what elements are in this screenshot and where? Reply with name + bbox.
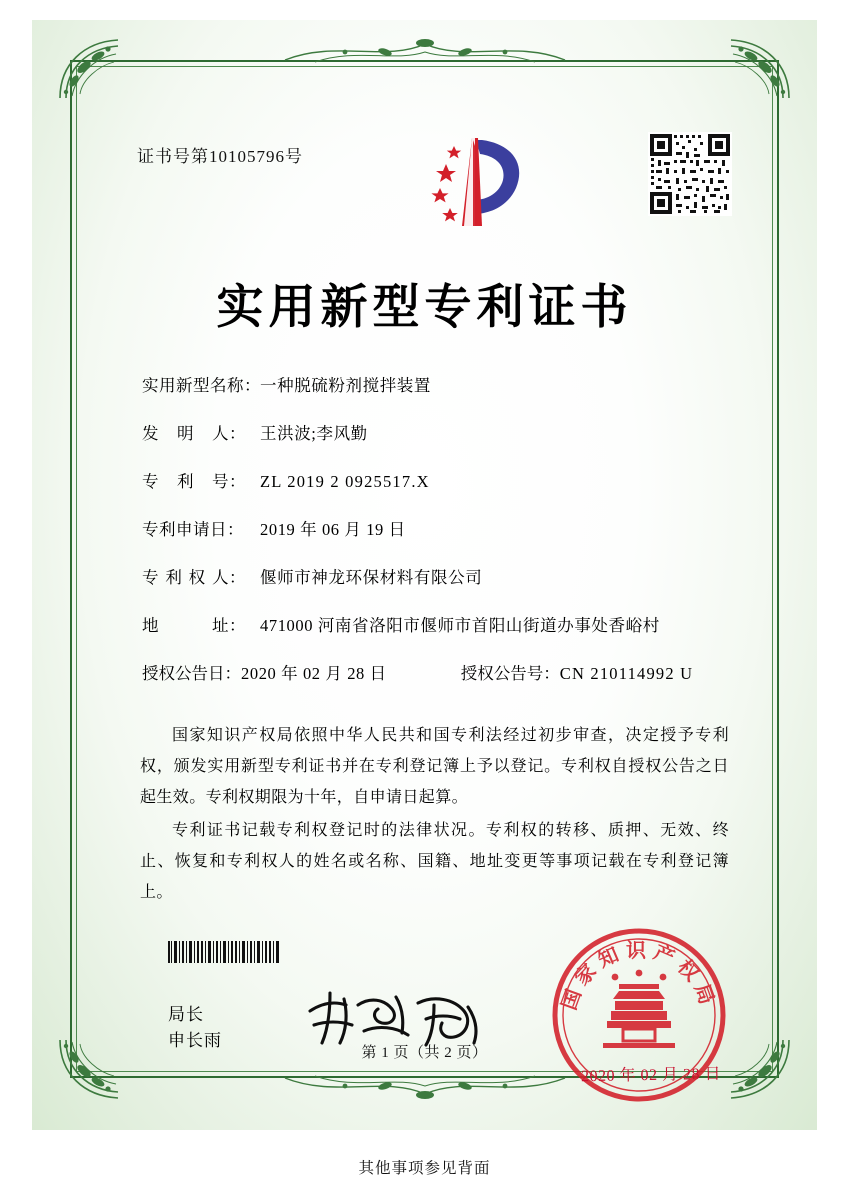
seal-date: 2020 年 02 月 28 日 [580, 1065, 722, 1086]
field-label: 专利申请日： [142, 520, 244, 539]
certificate-number: 证书号第10105796号 [137, 147, 303, 166]
svg-text:国家知识产权局: 国家知识产权局 [556, 938, 722, 1014]
field-value-address: 471000 河南省洛阳市偃师市首阳山街道办事处香峪村 [260, 616, 660, 635]
field-row-address [142, 612, 727, 636]
certificate-body-text [140, 720, 729, 910]
paragraph-2: 专利证书记载专利权登记时的法律状况。专利权的转移、质押、无效、终止、恢复和专利权人的姓名或名称、国籍、地址变更等事项记载在专利登记簿上。 [140, 822, 729, 901]
field-value-utility-model-name: 一种脱硫粉剂搅拌装置 [260, 376, 431, 395]
field-value-patent-number: ZL 2019 2 0925517.X [260, 472, 430, 491]
barcode-icon [168, 941, 280, 963]
page-number: 第 1 页（共 2 页） [361, 1045, 488, 1061]
grant-date-label: 授权公告日： [142, 664, 241, 683]
field-value-inventor: 王洪波;李风勤 [260, 424, 368, 443]
signature-name-label: 申长雨 [168, 1031, 222, 1050]
grant-number-label: 授权公告号： [460, 664, 560, 683]
back-side-note: 其他事项参见背面 [358, 1160, 491, 1177]
field-label: 专 利 号： [142, 472, 246, 491]
qr-code-icon [648, 132, 732, 216]
paragraph-1: 国家知识产权局依照中华人民共和国专利法经过初步审查，决定授予专利权，颁发实用新型专利证书并在专利登记簿上予以登记。专利权自授权公告之日起生效。专利权期限为十年，自申请日起算。 [140, 727, 729, 806]
cnipa-logo-icon [404, 130, 544, 240]
grant-number-value: CN 210114992 U [559, 664, 694, 683]
field-row-patent-number [142, 468, 727, 492]
bottom-flourish-icon [275, 1067, 575, 1106]
field-label: 地 址： [142, 616, 246, 635]
field-row-inventor [142, 420, 727, 444]
page-title: 实用新型专利证书 [216, 280, 633, 335]
grant-date-value: 2020 年 02 月 28 日 [241, 664, 387, 683]
field-row-grant [142, 660, 727, 684]
field-value-application-date: 2019 年 06 月 19 日 [260, 520, 406, 539]
certificate-fields [142, 372, 727, 704]
field-row-application-date [142, 516, 727, 540]
field-label: 实用新型名称： [142, 376, 261, 395]
field-row-utility-model-name [142, 372, 727, 396]
signature-title-label: 局长 [168, 1005, 204, 1024]
field-value-patentee: 偃师市神龙环保材料有限公司 [260, 568, 483, 587]
field-row-patentee [142, 564, 727, 588]
top-flourish-icon [275, 32, 575, 71]
field-label: 发 明 人： [142, 424, 246, 443]
patent-certificate-page [32, 20, 817, 1130]
field-label: 专 利 权 人： [142, 568, 246, 587]
